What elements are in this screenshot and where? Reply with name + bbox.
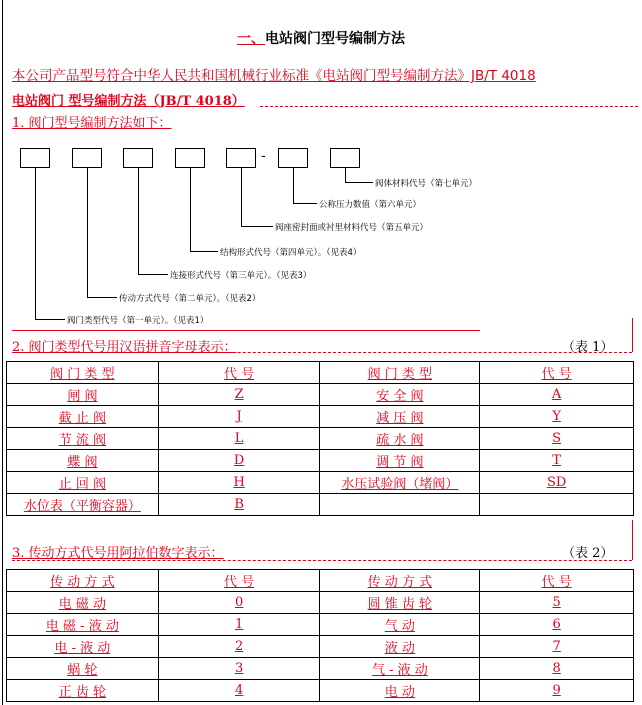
table-cell	[7, 592, 159, 614]
label-unit6: 公称压力数值（第六单元）	[319, 200, 422, 210]
header-cell-text: 代 号	[224, 367, 255, 382]
table-cell	[158, 592, 320, 614]
table-cell	[320, 406, 480, 428]
table-cell-text: 0	[234, 595, 244, 610]
header-cell	[320, 362, 480, 384]
label-unit4: 结构形式代号（第四单元）。（见表4）	[220, 248, 362, 258]
valve-type-table	[6, 361, 634, 516]
unit-box-3	[123, 148, 153, 168]
red-rule	[12, 330, 480, 331]
table-cell-text: 6	[552, 617, 561, 632]
table-header-row	[7, 570, 634, 592]
table-cell	[480, 658, 634, 680]
standard-subtitle: 电站阀门 型号编制方法（JB/T 4018）	[12, 94, 245, 109]
table-cell-text: L	[234, 431, 244, 446]
table-cell	[320, 680, 480, 702]
table-cell	[480, 614, 634, 636]
header-cell	[7, 570, 159, 592]
table-cell-text: 止 回 阀	[58, 477, 107, 492]
section3-heading: 3. 传动方式代号用阿拉伯数字表示：	[12, 546, 224, 561]
table-cell	[158, 384, 320, 406]
table-row	[7, 472, 634, 494]
header-cell	[480, 570, 634, 592]
table-cell	[320, 658, 480, 680]
label-unit1: 阀门类型代号（第一单元）。（见表1）	[67, 316, 209, 326]
table-cell-text: 8	[552, 661, 561, 676]
table-cell	[480, 472, 634, 494]
header-cell	[320, 570, 480, 592]
table-cell-text: 水压试验阀（堵阀）	[341, 477, 459, 492]
table-cell	[7, 384, 159, 406]
table-cell	[158, 406, 320, 428]
table-row	[7, 494, 634, 516]
table-cell-text: 水位表（平衡容器）	[23, 499, 141, 514]
table1-ref: （表 1）	[562, 340, 614, 355]
table-cell-text: A	[551, 387, 562, 402]
table-cell-text: 7	[552, 639, 561, 654]
table-cell	[480, 384, 634, 406]
table-cell-text: 节 流 阀	[58, 433, 107, 448]
table-cell	[7, 472, 159, 494]
table-cell	[7, 680, 159, 702]
table-cell-text: 5	[552, 595, 561, 610]
header-cell	[158, 570, 320, 592]
divider	[12, 352, 632, 353]
table-cell	[320, 450, 480, 472]
table-cell	[158, 494, 320, 516]
table-cell	[320, 472, 480, 494]
table-cell-text: 电 动	[384, 685, 415, 700]
table-cell	[7, 406, 159, 428]
table-cell-text: 气 - 液 动	[371, 663, 428, 678]
table-cell	[158, 636, 320, 658]
table-cell	[320, 494, 480, 516]
table-cell	[480, 406, 634, 428]
header-cell-text: 代 号	[224, 575, 255, 590]
table2-ref: （表 2）	[562, 546, 614, 561]
table-cell-text: 截 止 阀	[58, 411, 107, 426]
title-text: 电站阀门型号编制方法	[265, 31, 405, 47]
table-cell	[7, 428, 159, 450]
unit-box-2	[72, 148, 102, 168]
header-cell-text: 代 号	[541, 367, 572, 382]
table-cell-text: 9	[552, 683, 561, 698]
table-cell	[480, 428, 634, 450]
intro-text: 本公司产品型号符合中华人民共和国机械行业标准《电站阀门型号编制方法》JB/T 4018	[12, 68, 536, 84]
left-border	[2, 0, 3, 705]
table-cell	[480, 680, 634, 702]
table-cell-text: 2	[234, 639, 244, 654]
table-row	[7, 680, 634, 702]
table-cell-text: 蜗 轮	[67, 663, 98, 678]
table-row	[7, 450, 634, 472]
table-cell-text: 电 磁 - 液 动	[45, 619, 119, 634]
table-cell-text: 气 动	[384, 619, 415, 634]
table-cell	[7, 658, 159, 680]
table-row	[7, 384, 634, 406]
header-cell-text: 传 动 方 式	[367, 575, 433, 590]
table-cell	[158, 472, 320, 494]
table-cell	[480, 494, 634, 516]
table-cell-text: 疏 水 阀	[376, 433, 424, 448]
table-cell	[320, 614, 480, 636]
table-cell-text: 安 全 阀	[376, 389, 424, 404]
table-cell-text: 1	[234, 617, 244, 632]
table-cell	[158, 658, 320, 680]
header-cell-text: 阀 门 类 型	[50, 367, 115, 382]
header-cell-text: 传 动 方 式	[50, 575, 115, 590]
table-cell	[480, 450, 634, 472]
table-cell	[480, 636, 634, 658]
table-cell-text: 闸 阀	[67, 389, 98, 404]
table-cell-text: 蝶 阀	[67, 455, 98, 470]
label-unit7: 阀体材料代号（第七单元）	[375, 179, 478, 189]
table-cell	[7, 494, 159, 516]
drive-mode-table	[6, 569, 634, 702]
table-cell-text: T	[552, 453, 561, 468]
table-cell-text: 正 齿 轮	[58, 685, 106, 700]
table-row	[7, 658, 634, 680]
revision-mark	[632, 520, 633, 560]
table-row	[7, 406, 634, 428]
table-cell-text: 电 磁 动	[58, 597, 106, 612]
table-cell-text: 减 压 阀	[376, 411, 424, 426]
section2-heading: 2. 阀门类型代号用汉语拼音字母表示：	[12, 340, 237, 355]
table-cell-text: SD	[546, 475, 567, 490]
table-row	[7, 428, 634, 450]
unit-box-4	[175, 148, 205, 168]
table-row	[7, 614, 634, 636]
divider	[12, 560, 632, 561]
table-cell-text: B	[234, 497, 244, 512]
table-cell	[158, 450, 320, 472]
table-row	[7, 592, 634, 614]
table-header-row	[7, 362, 634, 384]
header-cell	[7, 362, 159, 384]
table-cell	[320, 384, 480, 406]
table-row	[7, 636, 634, 658]
table-cell-text: Y	[552, 409, 561, 424]
unit-box-1	[20, 148, 50, 168]
table-cell	[158, 680, 320, 702]
header-cell	[158, 362, 320, 384]
table-cell-text: 3	[234, 661, 244, 676]
table-cell	[7, 450, 159, 472]
divider	[260, 106, 638, 107]
table-cell-text: 电 - 液 动	[54, 641, 111, 656]
table-cell-text: 4	[234, 683, 244, 698]
table-cell	[7, 636, 159, 658]
table-cell	[480, 592, 634, 614]
table-cell-text: 液 动	[384, 641, 415, 656]
title-number: 一、	[237, 31, 265, 47]
table-cell	[158, 614, 320, 636]
table-cell-text: H	[233, 475, 245, 490]
section1-heading: 1. 阀门型号编制方法如下：	[12, 116, 172, 131]
header-cell	[480, 362, 634, 384]
label-unit2: 传动方式代号（第二单元）。（见表2）	[119, 294, 261, 304]
table-cell-text: Z	[234, 387, 244, 402]
unit-box-7	[330, 148, 360, 168]
label-unit3: 连接形式代号（第三单元）。（见表3）	[170, 271, 312, 281]
table-cell-text: S	[552, 431, 562, 446]
unit-box-6	[278, 148, 308, 168]
table-cell	[320, 636, 480, 658]
table-cell	[320, 428, 480, 450]
header-cell-text: 代 号	[541, 575, 572, 590]
revision-mark	[632, 318, 633, 352]
table-cell	[158, 428, 320, 450]
table-cell-text: D	[233, 453, 245, 468]
label-unit5: 阀座密封面或衬里材料代号（第五单元）	[275, 223, 429, 233]
dash-separator: -	[261, 149, 266, 164]
page-title	[0, 28, 642, 48]
header-cell-text: 阀 门 类 型	[367, 367, 433, 382]
table-cell	[320, 592, 480, 614]
table-cell-text: J	[236, 409, 242, 424]
table-cell-text: 调 节 阀	[376, 455, 424, 470]
unit-box-5	[226, 148, 256, 168]
table-cell	[7, 614, 159, 636]
table-cell-text: 圆 锥 齿 轮	[367, 597, 433, 612]
